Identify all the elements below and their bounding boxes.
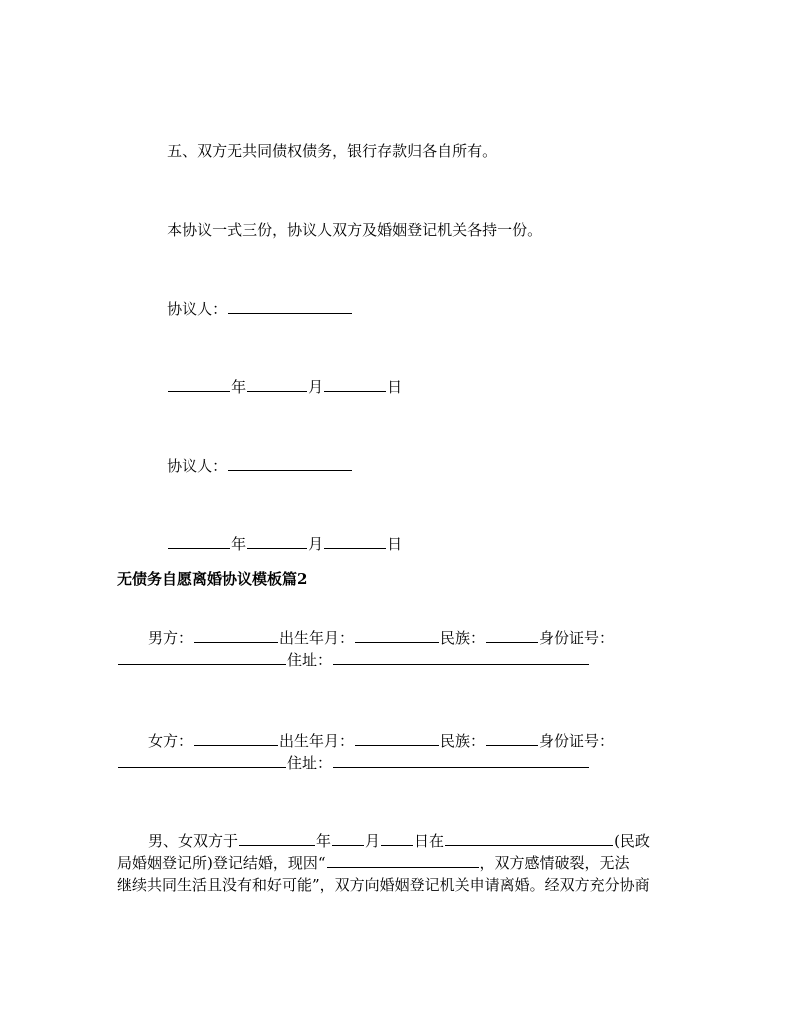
male-info-row-2 — [0, 649, 796, 671]
female-ethnicity-label: 民族： — [440, 732, 486, 750]
female-name-blank[interactable] — [194, 731, 278, 746]
marriage-row-1 — [0, 830, 796, 852]
year-blank-1[interactable] — [168, 377, 230, 392]
signature-line-1 — [0, 276, 796, 318]
month-label-2: 月 — [308, 535, 324, 553]
female-birth-label: 出生年月： — [279, 732, 355, 750]
copies-clause-text: 本协议一式三份，协议人双方及婚姻登记机关各持一份。 — [167, 221, 543, 239]
male-address-blank[interactable] — [333, 650, 589, 665]
male-birth-label: 出生年月： — [279, 629, 355, 647]
male-id-blank[interactable] — [118, 650, 286, 665]
marriage-office-blank[interactable] — [445, 831, 613, 846]
year-label-1: 年 — [231, 378, 247, 396]
male-info-row-1 — [0, 627, 796, 649]
marriage-reason-prefix: 局婚姻登记所)登记结婚，现因“ — [117, 854, 326, 872]
male-address-label: 住址： — [287, 651, 333, 669]
day-label-1: 日 — [387, 378, 403, 396]
female-address-label: 住址： — [287, 754, 333, 772]
day-label-2: 日 — [387, 535, 403, 553]
male-id-label: 身份证号： — [539, 629, 615, 647]
signature-blank-2[interactable] — [228, 456, 352, 471]
marriage-year-label: 年 — [316, 832, 332, 850]
female-address-blank[interactable] — [333, 753, 589, 768]
female-info-row-2 — [0, 752, 796, 774]
marriage-row-3 — [0, 874, 796, 896]
marriage-day-label: 日在 — [414, 832, 445, 850]
male-label: 男方： — [148, 629, 194, 647]
male-ethnicity-label: 民族： — [440, 629, 486, 647]
male-name-blank[interactable] — [194, 628, 278, 643]
date-line-1 — [0, 354, 796, 396]
clause-5 — [0, 118, 796, 160]
clause-5-text: 五、双方无共同债权债务，银行存款归各自所有。 — [167, 142, 498, 160]
marriage-office-label: (民政 — [614, 832, 650, 850]
male-ethnicity-blank[interactable] — [486, 628, 538, 643]
female-birth-blank[interactable] — [355, 731, 439, 746]
female-id-label: 身份证号： — [539, 732, 615, 750]
marriage-month-blank[interactable] — [332, 831, 364, 846]
female-label: 女方： — [148, 732, 194, 750]
marriage-reason-blank[interactable] — [327, 853, 479, 868]
signature-label-2: 协议人： — [167, 457, 228, 475]
marriage-paragraph — [0, 830, 796, 896]
female-info — [0, 730, 796, 774]
year-label-2: 年 — [231, 535, 247, 553]
month-blank-2[interactable] — [247, 534, 307, 549]
year-blank-2[interactable] — [168, 534, 230, 549]
marriage-day-blank[interactable] — [381, 831, 413, 846]
month-label-1: 月 — [308, 378, 324, 396]
marriage-line-3: 继续共同生活且没有和好可能”，双方向婚姻登记机关申请离婚。经双方充分协商 — [117, 876, 650, 894]
male-info — [0, 627, 796, 671]
female-info-row-1 — [0, 730, 796, 752]
marriage-month-label: 月 — [365, 832, 381, 850]
date-line-2 — [0, 511, 796, 553]
signature-label-1: 协议人： — [167, 300, 228, 318]
male-birth-blank[interactable] — [355, 628, 439, 643]
marriage-year-blank[interactable] — [239, 831, 315, 846]
marriage-reason-suffix: ，双方感情破裂，无法 — [479, 854, 630, 872]
month-blank-1[interactable] — [247, 377, 307, 392]
marriage-row-2 — [0, 852, 796, 874]
marriage-prefix: 男、女双方于 — [148, 832, 239, 850]
section-heading: 无债务自愿离婚协议模板篇2 — [117, 570, 308, 588]
copies-clause — [0, 197, 796, 239]
signature-blank-1[interactable] — [228, 299, 352, 314]
female-ethnicity-blank[interactable] — [486, 731, 538, 746]
signature-line-2 — [0, 433, 796, 475]
day-blank-1[interactable] — [324, 377, 386, 392]
day-blank-2[interactable] — [324, 534, 386, 549]
female-id-blank[interactable] — [118, 753, 286, 768]
